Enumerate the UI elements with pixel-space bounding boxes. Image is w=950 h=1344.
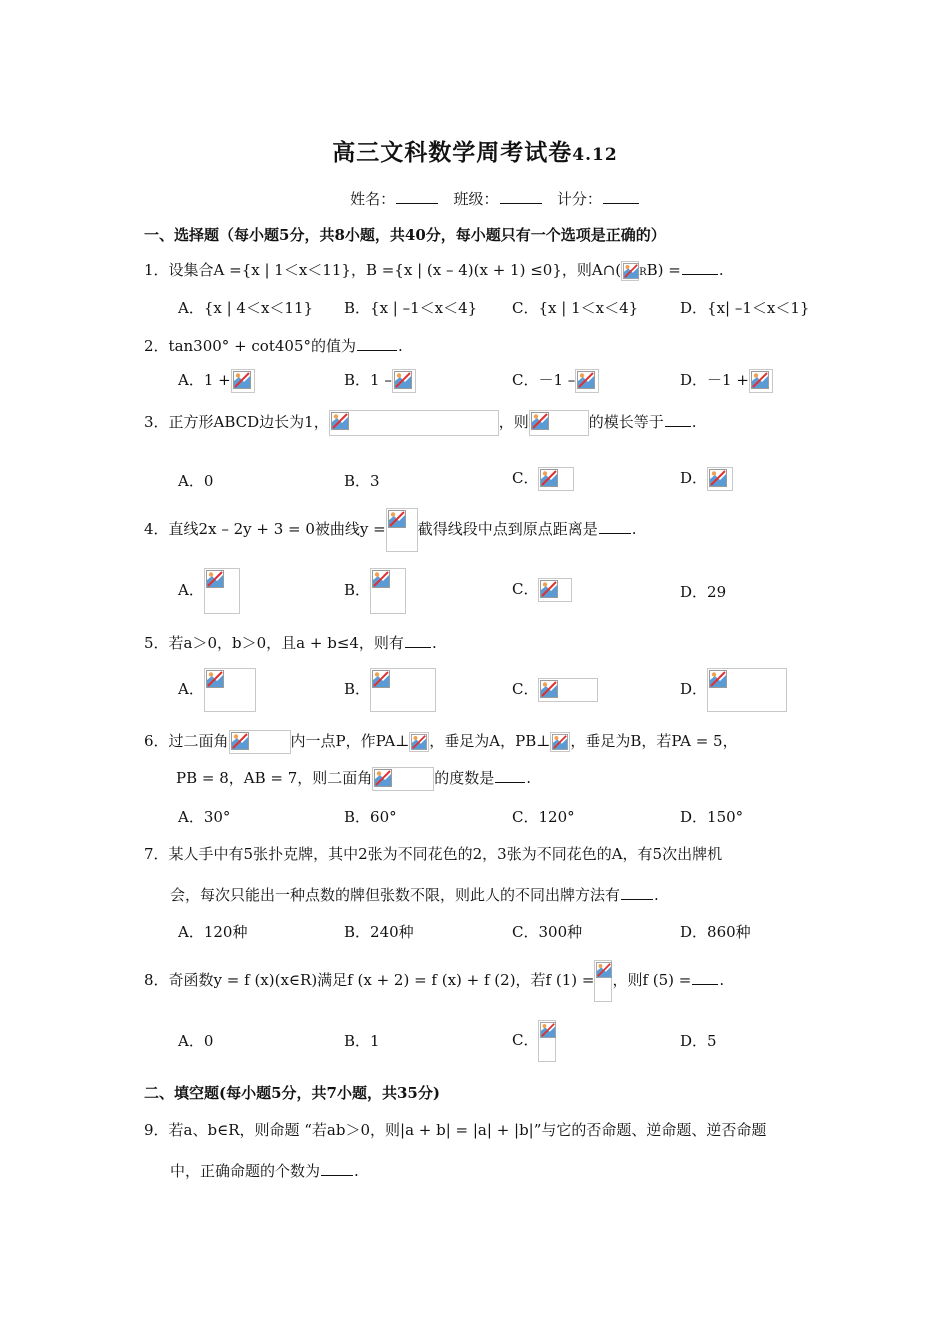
image-placeholder-icon <box>392 369 416 393</box>
image-placeholder-icon <box>707 467 733 491</box>
answer-blank[interactable] <box>405 647 431 648</box>
q2-option-a[interactable]: A．1 + <box>178 369 255 393</box>
q4-option-a[interactable]: A． <box>178 568 240 614</box>
q3-option-d[interactable]: D． <box>680 467 733 491</box>
q8-option-d[interactable]: D．5 <box>680 1032 717 1050</box>
section-1-heading: 一、选择题（每小题5分，共8小题，共40分，每小题只有一个选项是正确的） <box>144 226 666 244</box>
title-main: 高三文科数学周考试卷 <box>332 139 573 166</box>
q1-option-b[interactable]: B．{x | –1＜x＜4} <box>344 299 478 317</box>
image-placeholder-icon <box>386 508 418 552</box>
answer-blank[interactable] <box>665 426 691 427</box>
answer-blank[interactable] <box>321 1175 353 1176</box>
question-8: 8．奇函数y = f (x)(x∈R)满足f (x + 2) = f (x) + f (2)，若f (1) = ，则f (5) = . <box>144 960 724 1002</box>
image-placeholder-icon <box>575 369 599 393</box>
image-placeholder-icon <box>231 369 255 393</box>
q1-option-c[interactable]: C．{x | 1＜x＜4} <box>512 299 639 317</box>
image-placeholder-icon <box>749 369 773 393</box>
image-placeholder-icon <box>538 578 572 602</box>
score-label: 计分： <box>556 190 602 208</box>
image-placeholder-icon <box>538 1020 556 1062</box>
question-7-line-1: 7．某人手中有5张扑克牌，其中2张为不同花色的2，3张为不同花色的A，有5次出牌机 <box>144 845 723 863</box>
q1-option-d[interactable]: D．{x| –1＜x＜1} <box>680 299 810 317</box>
q4-option-b[interactable]: B． <box>344 568 406 614</box>
q6-option-d[interactable]: D．150° <box>680 808 744 826</box>
question-7-line-2: 会，每次只能出一种点数的牌但张数不限，则此人的不同出牌方法有 . <box>170 886 659 904</box>
q8-option-c[interactable]: C． <box>512 1020 556 1062</box>
q8-option-a[interactable]: A．0 <box>178 1032 214 1050</box>
name-label: 姓名： <box>350 190 396 208</box>
question-3: 3．正方形ABCD边长为1， ，则 的模长等于 . <box>144 410 697 436</box>
name-blank[interactable] <box>396 203 438 204</box>
image-placeholder-icon <box>538 678 598 702</box>
class-blank[interactable] <box>500 203 542 204</box>
q6-option-c[interactable]: C．120° <box>512 808 575 826</box>
q2-option-d[interactable]: D．－1 + <box>680 369 773 393</box>
q5-option-a[interactable]: A． <box>178 668 256 712</box>
q7-option-a[interactable]: A．120种 <box>178 923 248 941</box>
page-title <box>0 134 950 167</box>
q1-option-a[interactable]: A．{x | 4＜x＜11} <box>178 299 314 317</box>
image-placeholder-icon <box>370 668 436 712</box>
question-6-line-1: 6．过二面角 内一点P，作PA⊥ ，垂足为A，PB⊥ ，垂足为B，若PA = 5， <box>144 730 738 754</box>
q7-option-c[interactable]: C．300种 <box>512 923 583 941</box>
q4-option-d[interactable]: D．29 <box>680 583 727 601</box>
answer-blank[interactable] <box>692 984 718 985</box>
image-placeholder-icon <box>329 410 499 436</box>
image-placeholder-icon <box>229 730 291 754</box>
image-placeholder-icon <box>529 410 589 436</box>
class-label: 班级： <box>453 190 499 208</box>
student-info <box>0 188 950 209</box>
q6-option-a[interactable]: A．30° <box>178 808 231 826</box>
question-6-line-2: PB = 8，AB = 7，则二面角 的度数是 . <box>176 767 531 791</box>
q6-option-b[interactable]: B．60° <box>344 808 397 826</box>
q7-option-d[interactable]: D．860种 <box>680 923 751 941</box>
image-placeholder-icon <box>594 960 612 1002</box>
q8-option-b[interactable]: B．1 <box>344 1032 380 1050</box>
q4-option-c[interactable]: C． <box>512 578 572 602</box>
image-placeholder-icon <box>707 668 787 712</box>
image-placeholder-icon <box>204 568 240 614</box>
answer-blank[interactable] <box>621 899 653 900</box>
q3-option-a[interactable]: A．0 <box>178 472 214 490</box>
answer-blank[interactable] <box>599 533 631 534</box>
image-placeholder-icon <box>409 732 429 752</box>
q2-option-b[interactable]: B．1 – <box>344 369 416 393</box>
answer-blank[interactable] <box>357 350 397 351</box>
question-4: 4．直线2x – 2y + 3 = 0被曲线y = 截得线段中点到原点距离是 . <box>144 508 637 552</box>
image-placeholder-icon <box>204 668 256 712</box>
question-2: 2．tan300° + cot405°的值为 . <box>144 337 403 355</box>
title-version: 4.12 <box>572 145 618 165</box>
image-placeholder-icon <box>621 261 639 281</box>
question-5: 5．若a＞0，b＞0，且a + b≤4，则有 . <box>144 634 437 652</box>
q7-option-b[interactable]: B．240种 <box>344 923 414 941</box>
question-1: 1．设集合A ={x | 1＜x＜11}，B ={x | (x – 4)(x + 1) ≤0}，则A∩( RB) = . <box>144 261 724 279</box>
q5-option-b[interactable]: B． <box>344 668 436 712</box>
score-blank[interactable] <box>603 203 639 204</box>
q3-option-b[interactable]: B．3 <box>344 472 380 490</box>
q5-option-c[interactable]: C． <box>512 678 598 702</box>
image-placeholder-icon <box>372 767 434 791</box>
section-2-heading: 二、填空题(每小题5分，共7小题，共35分) <box>144 1084 440 1102</box>
image-placeholder-icon <box>370 568 406 614</box>
answer-blank[interactable] <box>682 274 718 275</box>
question-9-line-1: 9．若a、b∈R，则命题 “若ab＞0，则|a + b| = |a| + |b|”与它的否命题、逆命题、逆否命题 <box>144 1121 767 1139</box>
q5-option-d[interactable]: D． <box>680 668 787 712</box>
image-placeholder-icon <box>538 467 574 491</box>
question-9-line-2: 中，正确命题的个数为 . <box>170 1162 359 1180</box>
image-placeholder-icon <box>550 732 570 752</box>
answer-blank[interactable] <box>495 782 525 783</box>
q2-option-c[interactable]: C．－1 – <box>512 369 599 393</box>
q3-option-c[interactable]: C． <box>512 467 574 491</box>
